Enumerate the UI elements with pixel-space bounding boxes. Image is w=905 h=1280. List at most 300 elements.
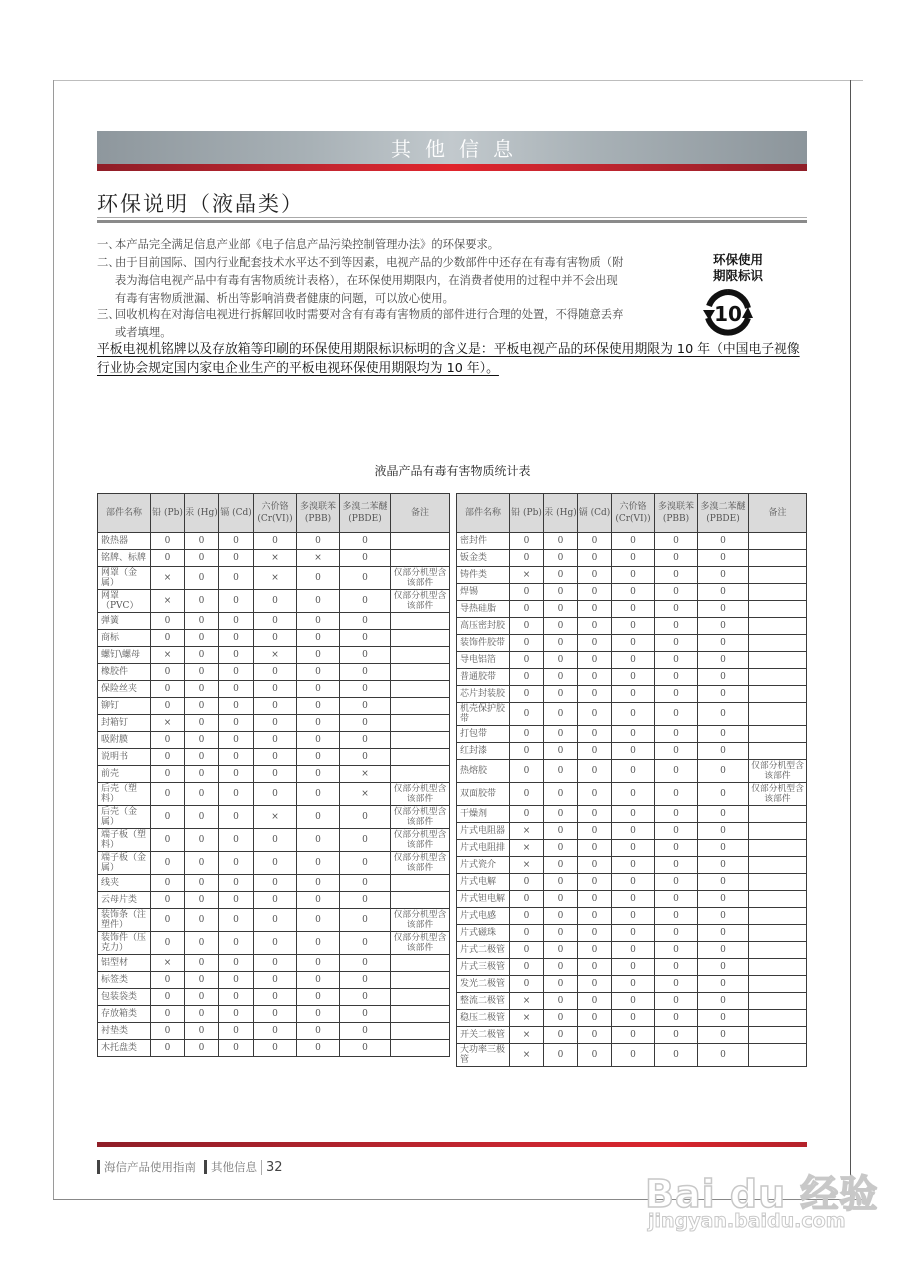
substance-cell: 0 bbox=[510, 584, 544, 601]
substance-cell: 0 bbox=[655, 652, 698, 669]
remark-cell bbox=[749, 840, 807, 857]
substance-cell: 0 bbox=[185, 613, 219, 630]
substance-cell: 0 bbox=[578, 743, 612, 760]
part-name-cell: 铭牌、标牌 bbox=[98, 550, 151, 567]
part-name-cell: 装饰件胶带 bbox=[457, 635, 510, 652]
remark-cell: 仅部分机型含该部件 bbox=[391, 567, 450, 590]
remark-cell bbox=[749, 635, 807, 652]
substance-cell: 0 bbox=[340, 852, 391, 875]
substance-cell: 0 bbox=[578, 652, 612, 669]
part-name-cell: 橡胶件 bbox=[98, 664, 151, 681]
footer-bar bbox=[204, 1160, 207, 1174]
table-row bbox=[457, 567, 807, 584]
substance-cell: 0 bbox=[185, 567, 219, 590]
substance-cell: 0 bbox=[340, 715, 391, 732]
substance-cell: 0 bbox=[297, 715, 340, 732]
table-row bbox=[457, 686, 807, 703]
substance-cell: × bbox=[510, 1027, 544, 1044]
table-row bbox=[457, 857, 807, 874]
part-name-cell: 铆钉 bbox=[98, 698, 151, 715]
substance-cell: 0 bbox=[578, 1027, 612, 1044]
substance-cell: 0 bbox=[698, 925, 749, 942]
substance-cell: 0 bbox=[510, 533, 544, 550]
remark-cell bbox=[749, 1010, 807, 1027]
table-row bbox=[98, 698, 450, 715]
substance-cell: 0 bbox=[219, 698, 254, 715]
page-footer bbox=[97, 1159, 283, 1175]
substance-cell: 0 bbox=[655, 1027, 698, 1044]
substance-cell: 0 bbox=[544, 686, 578, 703]
substance-cell: 0 bbox=[578, 686, 612, 703]
part-name-cell: 片式电阻器 bbox=[457, 823, 510, 840]
substance-cell: 0 bbox=[578, 533, 612, 550]
substance-cell: 0 bbox=[655, 726, 698, 743]
table-title: 液晶产品有毒有害物质统计表 bbox=[374, 464, 531, 478]
remark-cell bbox=[391, 875, 450, 892]
table-row bbox=[98, 630, 450, 647]
substance-cell: 0 bbox=[151, 1040, 185, 1057]
substance-cell: 0 bbox=[297, 613, 340, 630]
substance-cell: 0 bbox=[340, 955, 391, 972]
substance-cell: 0 bbox=[219, 829, 254, 852]
substance-cell: 0 bbox=[297, 892, 340, 909]
remark-cell: 仅部分机型含该部件 bbox=[749, 760, 807, 783]
part-name-cell: 大功率三极管 bbox=[457, 1044, 510, 1067]
substance-cell: 0 bbox=[219, 590, 254, 613]
remark-cell bbox=[749, 891, 807, 908]
baidu-watermark: Bai du 经验 bbox=[645, 1172, 879, 1216]
column-header: 多溴二苯醚 (PBDE) bbox=[340, 494, 391, 533]
table-row bbox=[457, 925, 807, 942]
part-name-cell: 网罩（金属） bbox=[98, 567, 151, 590]
svg-text:10: 10 bbox=[714, 302, 742, 326]
substance-cell: 0 bbox=[655, 959, 698, 976]
part-name-cell: 稳压二极管 bbox=[457, 1010, 510, 1027]
footer-bar bbox=[97, 1160, 100, 1174]
substance-cell: 0 bbox=[254, 1023, 297, 1040]
substance-cell: 0 bbox=[578, 1044, 612, 1067]
part-name-cell: 片式磁珠 bbox=[457, 925, 510, 942]
substance-cell: 0 bbox=[578, 726, 612, 743]
column-header: 汞 (Hg) bbox=[185, 494, 219, 533]
substance-cell: 0 bbox=[612, 925, 655, 942]
part-name-cell: 双面胶带 bbox=[457, 783, 510, 806]
table-row bbox=[98, 590, 450, 613]
remark-cell bbox=[749, 652, 807, 669]
part-name-cell: 封箱钉 bbox=[98, 715, 151, 732]
table-row bbox=[457, 806, 807, 823]
substance-cell: 0 bbox=[655, 601, 698, 618]
table-row bbox=[98, 715, 450, 732]
substance-cell: × bbox=[151, 715, 185, 732]
substance-cell: 0 bbox=[510, 942, 544, 959]
substance-cell: 0 bbox=[510, 874, 544, 891]
part-name-cell: 普通胶带 bbox=[457, 669, 510, 686]
substance-cell: 0 bbox=[151, 829, 185, 852]
substance-cell: 0 bbox=[254, 630, 297, 647]
substance-cell: 0 bbox=[340, 749, 391, 766]
table-row bbox=[98, 681, 450, 698]
substance-cell: 0 bbox=[544, 874, 578, 891]
baidu-watermark-url: jingyan.baidu.com bbox=[648, 1210, 846, 1232]
substance-cell: 0 bbox=[297, 749, 340, 766]
substance-cell: 0 bbox=[578, 840, 612, 857]
substance-cell: 0 bbox=[219, 715, 254, 732]
substance-cell: 0 bbox=[612, 840, 655, 857]
substance-cell: 0 bbox=[544, 550, 578, 567]
substance-cell: 0 bbox=[340, 590, 391, 613]
part-name-cell: 前壳 bbox=[98, 766, 151, 783]
substance-cell: 0 bbox=[698, 891, 749, 908]
substance-cell: 0 bbox=[578, 635, 612, 652]
part-name-cell: 螺钉\螺母 bbox=[98, 647, 151, 664]
substance-cell: 0 bbox=[151, 664, 185, 681]
substance-cell: 0 bbox=[185, 550, 219, 567]
substance-cell: 0 bbox=[185, 698, 219, 715]
substance-cell: 0 bbox=[185, 749, 219, 766]
substance-cell: 0 bbox=[185, 852, 219, 875]
table-row bbox=[457, 601, 807, 618]
substance-cell: 0 bbox=[219, 989, 254, 1006]
table-row bbox=[98, 647, 450, 664]
substance-cell: 0 bbox=[578, 874, 612, 891]
substance-cell: 0 bbox=[254, 715, 297, 732]
table-row bbox=[457, 783, 807, 806]
substance-cell: 0 bbox=[510, 618, 544, 635]
table-row bbox=[457, 959, 807, 976]
substance-cell: × bbox=[510, 1010, 544, 1027]
eco-period-notice: 平板电视机铭牌以及存放箱等印刷的环保使用期限标识标明的含义是：平板电视产品的环保使用期限为 10 年（中国电子视像行业协会规定国内家电企业生产的平板电视环保使用期限均为 10 年）。 bbox=[97, 342, 800, 376]
table-row bbox=[98, 1006, 450, 1023]
substance-cell: 0 bbox=[219, 732, 254, 749]
table-row bbox=[98, 829, 450, 852]
substance-cell: 0 bbox=[340, 1040, 391, 1057]
remark-cell bbox=[749, 550, 807, 567]
part-name-cell: 端子板（金属） bbox=[98, 852, 151, 875]
substance-cell: 0 bbox=[698, 874, 749, 891]
remark-cell bbox=[391, 955, 450, 972]
substance-cell: 0 bbox=[510, 925, 544, 942]
part-name-cell: 高压密封胶 bbox=[457, 618, 510, 635]
substance-cell: 0 bbox=[544, 908, 578, 925]
part-name-cell: 密封件 bbox=[457, 533, 510, 550]
substance-cell: 0 bbox=[544, 601, 578, 618]
substance-cell: 0 bbox=[510, 743, 544, 760]
remark-cell bbox=[749, 823, 807, 840]
part-name-cell: 开关二极管 bbox=[457, 1027, 510, 1044]
substance-cell: 0 bbox=[185, 1040, 219, 1057]
part-name-cell: 导电铝箔 bbox=[457, 652, 510, 669]
substance-cell: 0 bbox=[219, 892, 254, 909]
column-header: 多溴联苯 (PBB) bbox=[297, 494, 340, 533]
substance-cell: 0 bbox=[578, 925, 612, 942]
substance-cell: 0 bbox=[185, 647, 219, 664]
substance-cell: 0 bbox=[297, 852, 340, 875]
substance-cell: 0 bbox=[698, 959, 749, 976]
substance-cell: 0 bbox=[612, 959, 655, 976]
substance-cell: 0 bbox=[297, 590, 340, 613]
substance-cell: 0 bbox=[612, 993, 655, 1010]
substance-cell: 0 bbox=[254, 533, 297, 550]
table-row bbox=[98, 852, 450, 875]
substance-cell: 0 bbox=[340, 806, 391, 829]
substance-cell: 0 bbox=[151, 932, 185, 955]
substance-cell: 0 bbox=[340, 829, 391, 852]
substance-cell: 0 bbox=[698, 976, 749, 993]
part-name-cell: 标签类 bbox=[98, 972, 151, 989]
substance-cell: 0 bbox=[578, 942, 612, 959]
remark-cell bbox=[391, 698, 450, 715]
remark-cell bbox=[391, 1006, 450, 1023]
paragraph-2: 二、由于目前国际、国内行业配套技术水平达不到等因素，电视产品的少数部件中还存在有毒有害物质（附 表为海信电视产品中有毒有害物质统计表格），在环保使用期限内，在消费者使用的过程中并不会出现 有毒有害物质泄漏、析出等影响消费者健康的问题，可以放心使用。 bbox=[97, 256, 624, 305]
substance-cell: 0 bbox=[340, 698, 391, 715]
substance-cell: 0 bbox=[340, 533, 391, 550]
remark-cell: 仅部分机型含该部件 bbox=[391, 829, 450, 852]
substance-cell: 0 bbox=[612, 567, 655, 584]
remark-cell bbox=[749, 976, 807, 993]
part-name-cell: 铸件类 bbox=[457, 567, 510, 584]
section-rule-thick bbox=[97, 220, 807, 223]
hazardous-substance-table-right bbox=[456, 493, 807, 1067]
substance-cell: 0 bbox=[578, 703, 612, 726]
table-row bbox=[457, 635, 807, 652]
part-name-cell: 散热器 bbox=[98, 533, 151, 550]
substance-cell: 0 bbox=[340, 681, 391, 698]
part-name-cell: 后壳（金属） bbox=[98, 806, 151, 829]
substance-cell: 0 bbox=[151, 766, 185, 783]
substance-cell: 0 bbox=[544, 891, 578, 908]
part-name-cell: 片式瓷介 bbox=[457, 857, 510, 874]
substance-cell: 0 bbox=[254, 698, 297, 715]
remark-cell bbox=[391, 715, 450, 732]
substance-cell: 0 bbox=[185, 875, 219, 892]
substance-cell: 0 bbox=[544, 840, 578, 857]
column-header: 六价铬 (Cr(VI)) bbox=[612, 494, 655, 533]
substance-cell: 0 bbox=[297, 783, 340, 806]
substance-cell: 0 bbox=[340, 647, 391, 664]
part-name-cell: 保险丝夹 bbox=[98, 681, 151, 698]
substance-cell: 0 bbox=[254, 972, 297, 989]
substance-cell: 0 bbox=[185, 664, 219, 681]
column-header: 镉 (Cd) bbox=[578, 494, 612, 533]
table-row bbox=[457, 891, 807, 908]
table-row bbox=[457, 1010, 807, 1027]
column-header: 六价铬 (Cr(VI)) bbox=[254, 494, 297, 533]
substance-cell: 0 bbox=[151, 852, 185, 875]
substance-cell: 0 bbox=[655, 993, 698, 1010]
remark-cell bbox=[749, 857, 807, 874]
part-name-cell: 装饰件（压克力） bbox=[98, 932, 151, 955]
substance-cell: 0 bbox=[655, 925, 698, 942]
substance-cell: 0 bbox=[219, 972, 254, 989]
remark-cell bbox=[749, 874, 807, 891]
substance-cell: 0 bbox=[510, 726, 544, 743]
part-name-cell: 铝型材 bbox=[98, 955, 151, 972]
substance-cell: 0 bbox=[655, 1010, 698, 1027]
substance-cell: 0 bbox=[578, 959, 612, 976]
substance-cell: 0 bbox=[185, 892, 219, 909]
substance-cell: 0 bbox=[297, 664, 340, 681]
substance-cell: 0 bbox=[698, 601, 749, 618]
remark-cell bbox=[749, 908, 807, 925]
substance-cell: 0 bbox=[151, 681, 185, 698]
table-row bbox=[98, 783, 450, 806]
substance-cell: 0 bbox=[612, 601, 655, 618]
substance-cell: 0 bbox=[254, 749, 297, 766]
table-row bbox=[457, 840, 807, 857]
substance-cell: 0 bbox=[297, 909, 340, 932]
part-name-cell: 片式三极管 bbox=[457, 959, 510, 976]
substance-cell: 0 bbox=[655, 942, 698, 959]
substance-cell: × bbox=[151, 590, 185, 613]
substance-cell: 0 bbox=[698, 840, 749, 857]
substance-cell: 0 bbox=[655, 760, 698, 783]
substance-cell: 0 bbox=[254, 1040, 297, 1057]
substance-cell: 0 bbox=[655, 550, 698, 567]
substance-cell: 0 bbox=[698, 584, 749, 601]
substance-cell: 0 bbox=[578, 669, 612, 686]
substance-cell: × bbox=[151, 567, 185, 590]
substance-cell: 0 bbox=[510, 806, 544, 823]
substance-cell: 0 bbox=[698, 726, 749, 743]
remark-cell bbox=[749, 686, 807, 703]
substance-cell: 0 bbox=[612, 942, 655, 959]
substance-cell: 0 bbox=[297, 647, 340, 664]
substance-cell: 0 bbox=[544, 1027, 578, 1044]
substance-cell: 0 bbox=[544, 783, 578, 806]
substance-cell: 0 bbox=[151, 749, 185, 766]
remark-cell bbox=[391, 630, 450, 647]
part-name-cell: 片式电感 bbox=[457, 908, 510, 925]
substance-cell: × bbox=[510, 993, 544, 1010]
column-header: 铅 (Pb) bbox=[151, 494, 185, 533]
column-header: 部件名称 bbox=[98, 494, 151, 533]
substance-cell: 0 bbox=[578, 976, 612, 993]
part-name-cell: 弹簧 bbox=[98, 613, 151, 630]
substance-cell: 0 bbox=[510, 976, 544, 993]
substance-cell: 0 bbox=[185, 783, 219, 806]
substance-cell: 0 bbox=[185, 630, 219, 647]
part-name-cell: 钣金类 bbox=[457, 550, 510, 567]
substance-cell: 0 bbox=[655, 686, 698, 703]
part-name-cell: 打包带 bbox=[457, 726, 510, 743]
table-row bbox=[457, 743, 807, 760]
substance-cell: 0 bbox=[510, 635, 544, 652]
substance-cell: 0 bbox=[340, 972, 391, 989]
substance-cell: 0 bbox=[612, 635, 655, 652]
substance-cell: 0 bbox=[655, 584, 698, 601]
substance-cell: 0 bbox=[185, 932, 219, 955]
remark-cell bbox=[749, 601, 807, 618]
table-row bbox=[457, 1044, 807, 1067]
substance-cell: 0 bbox=[185, 989, 219, 1006]
substance-cell: 0 bbox=[698, 993, 749, 1010]
substance-cell: 0 bbox=[254, 909, 297, 932]
part-name-cell: 商标 bbox=[98, 630, 151, 647]
substance-cell: 0 bbox=[219, 1006, 254, 1023]
substance-cell: 0 bbox=[510, 669, 544, 686]
substance-cell: 0 bbox=[254, 766, 297, 783]
substance-cell: 0 bbox=[612, 976, 655, 993]
remark-cell bbox=[749, 726, 807, 743]
remark-cell bbox=[749, 584, 807, 601]
substance-cell: 0 bbox=[254, 989, 297, 1006]
substance-cell: 0 bbox=[544, 1010, 578, 1027]
remark-cell bbox=[749, 993, 807, 1010]
substance-cell: 0 bbox=[544, 942, 578, 959]
substance-cell: 0 bbox=[510, 760, 544, 783]
table-row bbox=[457, 976, 807, 993]
substance-cell: 0 bbox=[544, 806, 578, 823]
part-name-cell: 导热硅脂 bbox=[457, 601, 510, 618]
substance-cell: 0 bbox=[655, 891, 698, 908]
table-row bbox=[457, 726, 807, 743]
substance-cell: 0 bbox=[297, 630, 340, 647]
substance-cell: 0 bbox=[698, 806, 749, 823]
substance-cell: 0 bbox=[510, 601, 544, 618]
substance-cell: 0 bbox=[698, 1044, 749, 1067]
substance-cell: 0 bbox=[655, 567, 698, 584]
chapter-banner bbox=[97, 131, 807, 164]
part-name-cell: 线夹 bbox=[98, 875, 151, 892]
substance-cell: 0 bbox=[340, 932, 391, 955]
table-row bbox=[457, 760, 807, 783]
substance-cell: 0 bbox=[297, 1040, 340, 1057]
part-name-cell: 红封漆 bbox=[457, 743, 510, 760]
substance-cell: 0 bbox=[544, 618, 578, 635]
paragraph-3: 三、回收机构在对海信电视进行拆解回收时需要对含有有毒有害物质的部件进行合理的处置，不得随意丢弃 或者填埋。 bbox=[97, 308, 624, 339]
substance-cell: 0 bbox=[254, 1006, 297, 1023]
substance-cell: 0 bbox=[297, 1006, 340, 1023]
substance-cell: 0 bbox=[254, 664, 297, 681]
table-row bbox=[98, 766, 450, 783]
page-frame-left bbox=[53, 80, 54, 1200]
substance-cell: 0 bbox=[578, 891, 612, 908]
table-row bbox=[457, 533, 807, 550]
substance-cell: 0 bbox=[655, 783, 698, 806]
remark-cell bbox=[749, 703, 807, 726]
page-frame-top bbox=[53, 80, 863, 81]
column-header: 多溴联苯 (PBB) bbox=[655, 494, 698, 533]
substance-cell: 0 bbox=[510, 783, 544, 806]
substance-cell: 0 bbox=[698, 743, 749, 760]
table-row bbox=[98, 533, 450, 550]
substance-cell: 0 bbox=[612, 584, 655, 601]
substance-cell: 0 bbox=[612, 783, 655, 806]
substance-cell: 0 bbox=[219, 681, 254, 698]
substance-cell: 0 bbox=[254, 892, 297, 909]
substance-cell: 0 bbox=[578, 783, 612, 806]
part-name-cell: 云母片类 bbox=[98, 892, 151, 909]
substance-cell: 0 bbox=[612, 1044, 655, 1067]
substance-cell: 0 bbox=[219, 909, 254, 932]
substance-cell: 0 bbox=[185, 1023, 219, 1040]
part-name-cell: 片式钽电解 bbox=[457, 891, 510, 908]
table-row bbox=[457, 942, 807, 959]
part-name-cell: 吸附膜 bbox=[98, 732, 151, 749]
substance-cell: 0 bbox=[544, 635, 578, 652]
substance-cell: 0 bbox=[254, 783, 297, 806]
substance-cell: 0 bbox=[698, 652, 749, 669]
part-name-cell: 片式电阻排 bbox=[457, 840, 510, 857]
substance-cell: 0 bbox=[254, 613, 297, 630]
substance-cell: 0 bbox=[297, 567, 340, 590]
substance-cell: 0 bbox=[510, 959, 544, 976]
part-name-cell: 片式二极管 bbox=[457, 942, 510, 959]
chapter-title: 其他信息 bbox=[391, 137, 527, 161]
part-name-cell: 包装袋类 bbox=[98, 989, 151, 1006]
part-name-cell: 芯片封装胶 bbox=[457, 686, 510, 703]
